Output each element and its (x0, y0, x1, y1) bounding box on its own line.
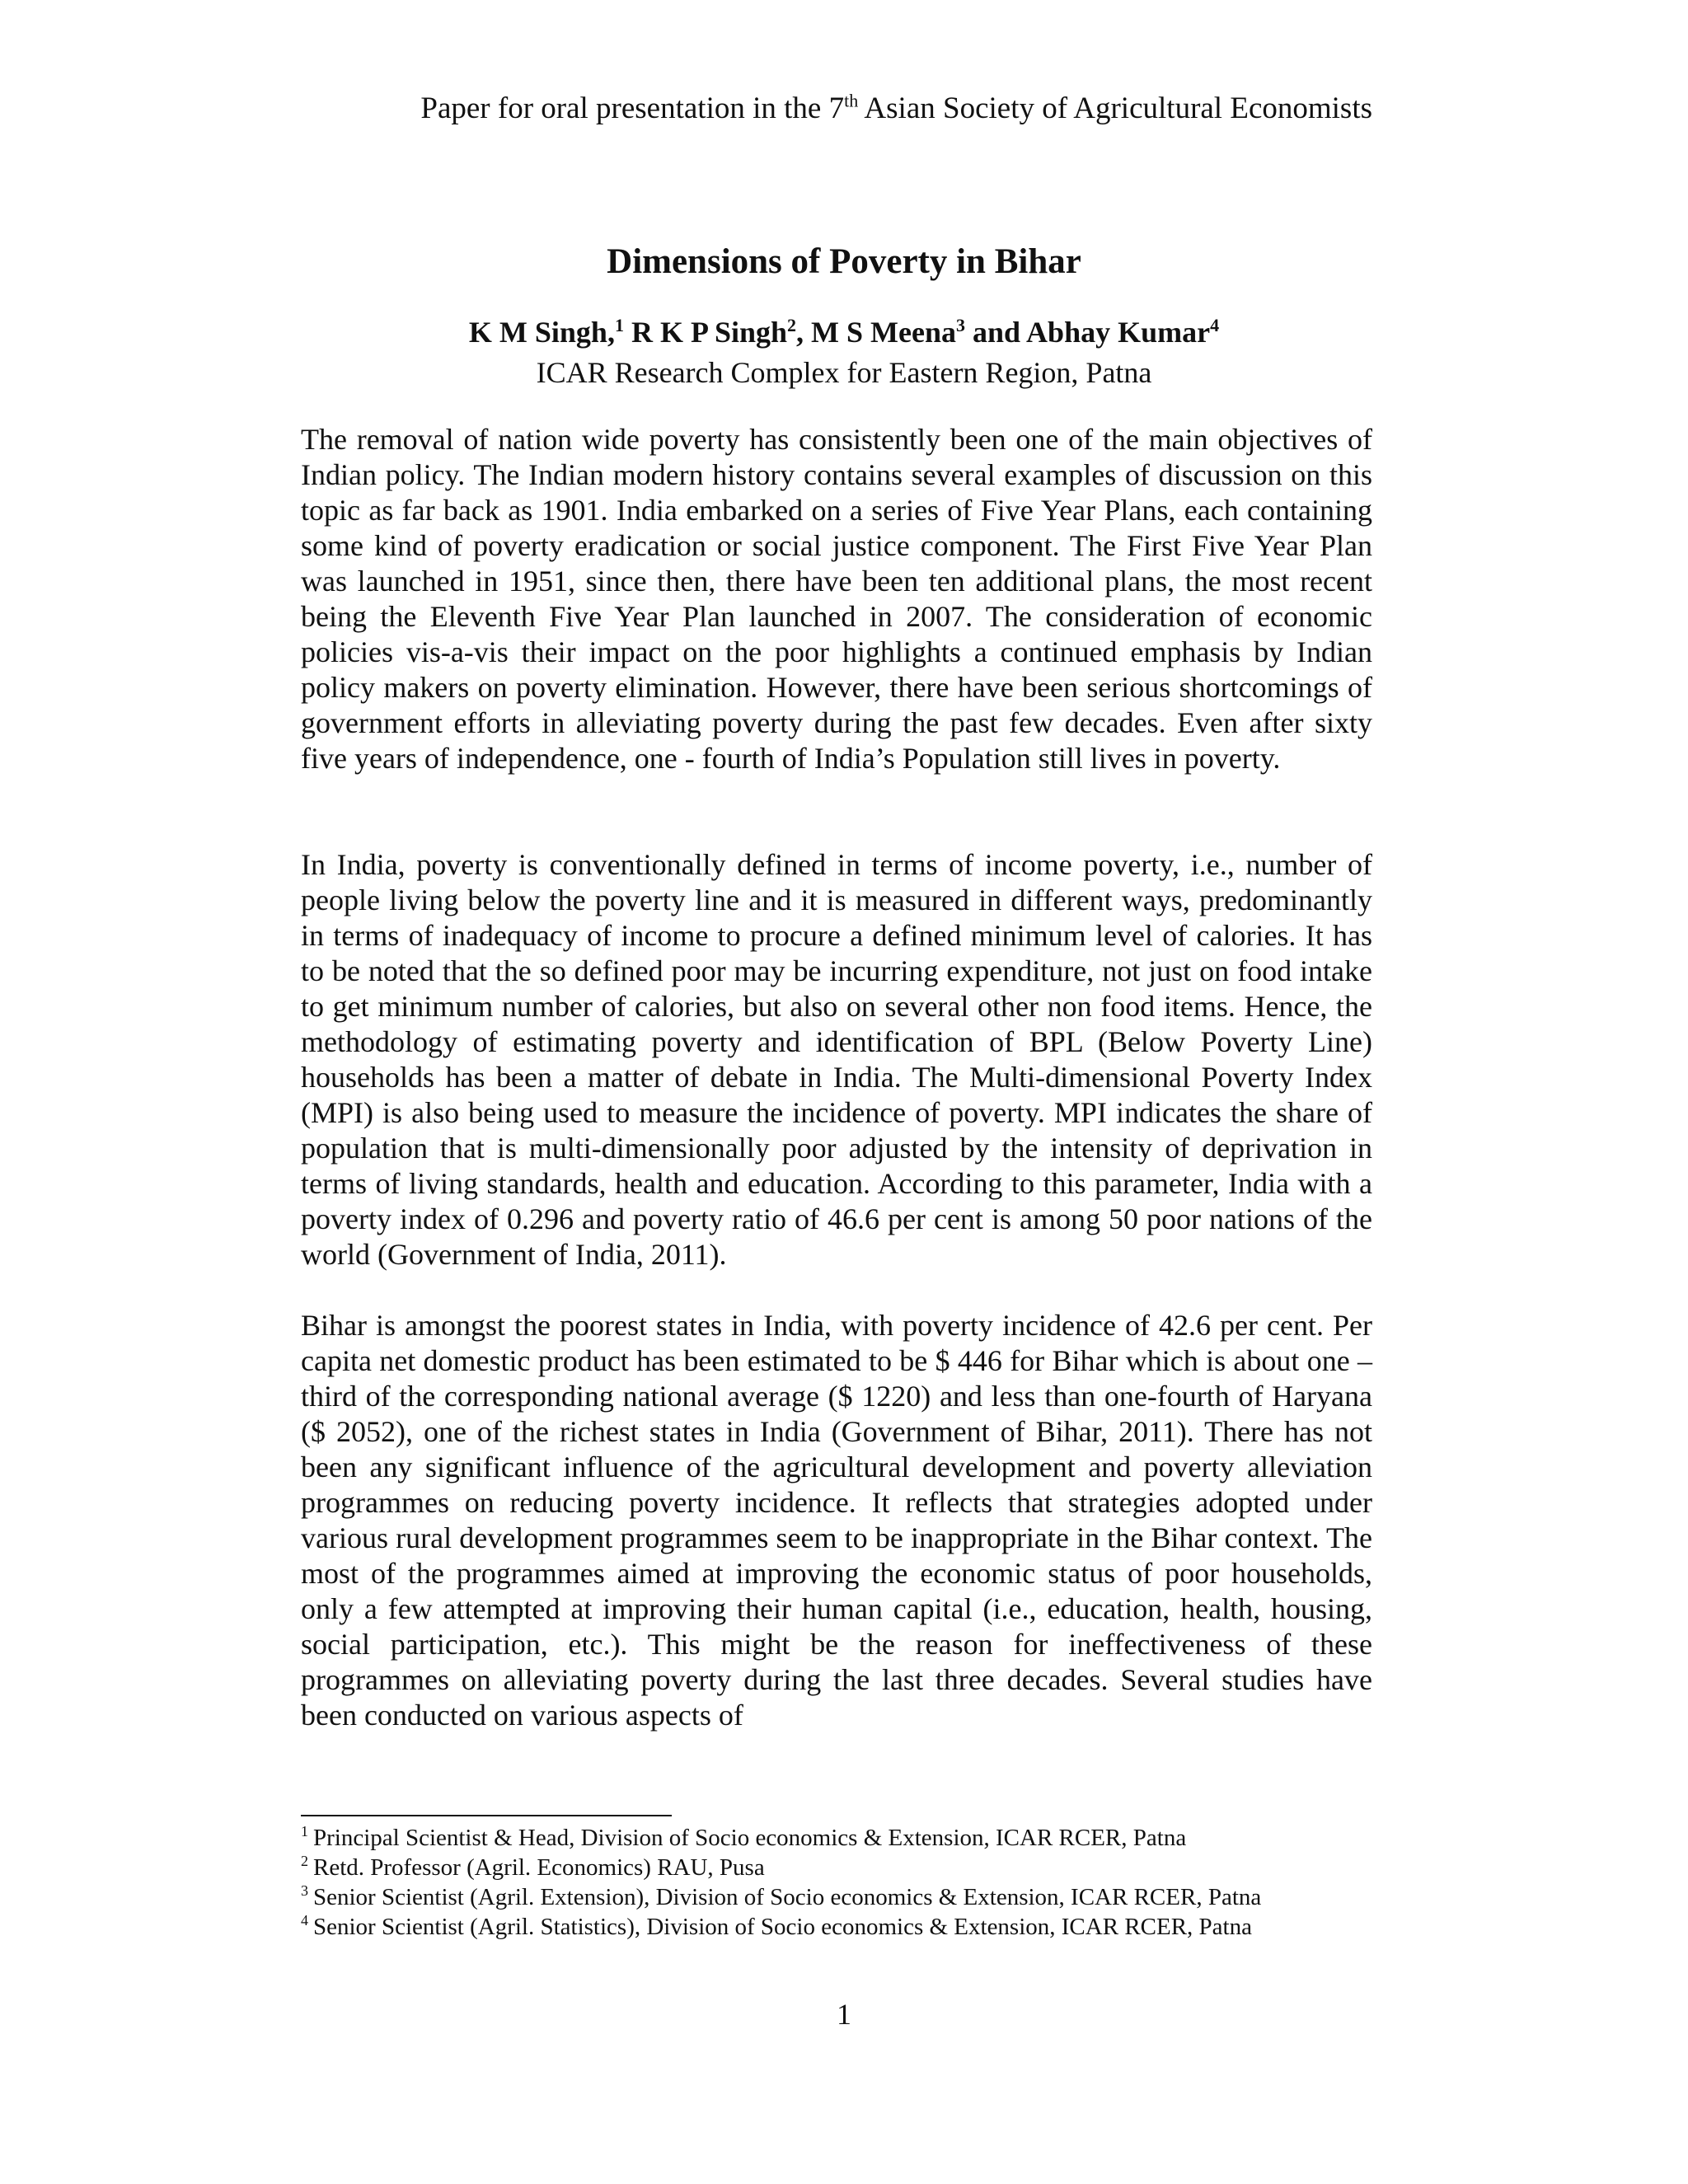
footnote-number: 3 (301, 1882, 308, 1900)
footnote-text: Retd. Professor (Agril. Economics) RAU, Pusa (313, 1854, 765, 1881)
body-paragraph: Bihar is amongst the poorest states in India, with poverty incidence of 42.6 per cent. Per capita net domestic product has been estimated to be $ 446 for Bihar which is about one –third of the corresponding national average ($ 1220) and less than one-fourth of Haryana ($ 2052), one of the richest states in India (Government of Bihar, 2011). There has not been any significant influence of the agricultural development and poverty alleviation programmes on reducing poverty incidence. It reflects that strategies adopted under various rural development programmes seem to be inappropriate in the Bihar context. The most of the programmes aimed at improving the economic status of poor households, only a few attempted at improving their human capital (i.e., education, health, housing, social participation, etc.). This might be the reason for ineffectiveness of these programmes on alleviating poverty during the last three decades. Several studies have been conducted on various aspects of (301, 1309, 1372, 1732)
footnotes (301, 1823, 1372, 1942)
footnote (301, 1912, 1372, 1942)
footnote-number: 1 (301, 1823, 308, 1840)
body-paragraph: In India, poverty is conventionally defined in terms of income poverty, i.e., number of people living below the poverty line and it is measured in different ways, predominantly in terms of inadequacy of income to procure a defined minimum level of calories. It has to be noted that the so defined poor may be incurring expenditure, not just on food intake to get minimum number of calories, but also on several other non food items. Hence, the methodology of estimating poverty and identification of BPL (Below Poverty Line) households has been a matter of debate in India. The Multi-dimensional Poverty Index (MPI) is also being used to measure the incidence of poverty. MPI indicates the share of population that is multi-dimensionally poor adjusted by the intensity of deprivation in terms of living standards, health and education. According to this parameter, India with a poverty index of 0.296 and poverty ratio of 46.6 per cent is among 50 poor nations of the world (Government of India, 2011). (301, 848, 1372, 1271)
footnote-number: 2 (301, 1853, 308, 1870)
footnote-divider (301, 1815, 672, 1816)
author-footnote-mark: 3 (956, 315, 965, 335)
author-name: , M S Meena (796, 316, 956, 349)
author-affiliation: ICAR Research Complex for Eastern Region, Patna (536, 356, 1152, 389)
running-header (301, 89, 1372, 129)
author-name: and Abhay Kumar (965, 316, 1211, 349)
author-name: K M Singh, (468, 316, 615, 349)
footnote (301, 1823, 1372, 1853)
paper-title: Dimensions of Poverty in Bihar (607, 242, 1081, 281)
author-footnote-mark: 2 (787, 315, 797, 335)
running-header-superscript: th (844, 90, 859, 111)
footnote-text: Senior Scientist (Agril. Extension), Division of Socio economics & Extension, ICAR RCER, Patna (313, 1884, 1262, 1910)
footnote-text: Senior Scientist (Agril. Statistics), Division of Socio economics & Extension, ICAR RCER, Patna (313, 1914, 1252, 1940)
footnote-number: 4 (301, 1912, 308, 1929)
page-number: 1 (837, 1998, 851, 2031)
footnote (301, 1853, 1372, 1882)
body-paragraph: The removal of nation wide poverty has consistently been one of the main objectives of Indian policy. The Indian modern history contains several examples of discussion on this topic as far back as 1901. India embarked on a series of Five Year Plans, each containing some kind of poverty eradication or social justice component. The First Five Year Plan was launched in 1951, since then, there have been ten additional plans, the most recent being the Eleventh Five Year Plan launched in 2007. The consideration of economic policies vis-a-vis their impact on the poor highlights a continued emphasis by Indian policy makers on poverty elimination. However, there have been serious shortcomings of government efforts in alleviating poverty during the past few decades. Even after sixty five years of independence, one - fourth of India’s Population still lives in poverty. (301, 423, 1372, 775)
author-list (0, 312, 1688, 353)
footnote-text: Principal Scientist & Head, Division of Socio economics & Extension, ICAR RCER, Patna (313, 1825, 1187, 1851)
running-header-text-end: Asian Society of Agricultural Economists (858, 91, 1372, 125)
running-header-text: Paper for oral presentation in the 7 (420, 91, 845, 125)
footnote (301, 1882, 1372, 1912)
author-name: R K P Singh (623, 316, 788, 349)
author-footnote-mark: 4 (1210, 315, 1220, 335)
author-footnote-mark: 1 (614, 315, 624, 335)
